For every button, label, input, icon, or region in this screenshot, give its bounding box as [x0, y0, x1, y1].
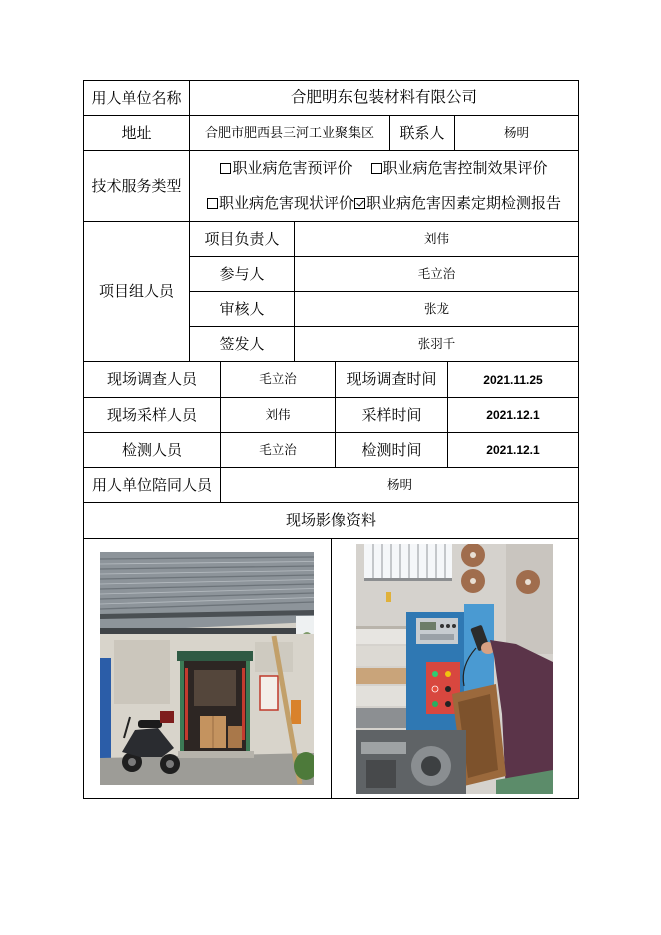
sampling-staff-label: 现场采样人员	[84, 398, 221, 433]
service-option-pre-assessment	[220, 161, 352, 176]
testing-time-value: 2021.12.1	[448, 433, 579, 468]
photos-heading: 现场影像资料	[84, 503, 579, 539]
survey-time-label: 现场调查时间	[336, 362, 448, 398]
contact-value: 杨明	[455, 116, 579, 151]
team-member-name: 毛立治	[295, 257, 579, 292]
team-role: 参与人	[190, 257, 295, 292]
service-option-label: 职业病危害预评价	[232, 159, 353, 177]
photo-cell-right	[332, 539, 579, 799]
site-survey-form-table	[83, 80, 579, 799]
testing-time-label: 检测时间	[336, 433, 448, 468]
team-role: 审核人	[190, 292, 295, 327]
team-member-name: 张龙	[295, 292, 579, 327]
service-option-control-effect	[371, 161, 548, 176]
employer-value: 合肥明东包装材料有限公司	[190, 81, 579, 116]
service-option-periodic-testing	[354, 196, 561, 211]
sampling-time-value: 2021.12.1	[448, 398, 579, 433]
testing-staff-label: 检测人员	[84, 433, 221, 468]
checkbox	[354, 198, 365, 209]
checkbox	[371, 163, 382, 174]
photo-cell-left	[84, 539, 332, 799]
service-option-label: 职业病危害现状评价	[218, 194, 354, 212]
team-member-name: 刘伟	[295, 222, 579, 257]
escort-label: 用人单位陪同人员	[84, 468, 221, 503]
survey-staff-label: 现场调查人员	[84, 362, 221, 398]
service-options-line-1	[220, 151, 547, 186]
address-value: 合肥市肥西县三河工业聚集区	[190, 116, 390, 151]
service-options-line-2	[207, 186, 561, 221]
site-photo-machine-testing	[356, 544, 553, 794]
checkbox	[220, 163, 231, 174]
checkbox	[207, 198, 218, 209]
site-photo-building-entrance	[100, 552, 314, 785]
employer-label: 用人单位名称	[84, 81, 190, 116]
escort-value: 杨明	[221, 468, 579, 503]
sampling-staff-value: 刘伟	[221, 398, 336, 433]
contact-label: 联系人	[390, 116, 455, 151]
sampling-time-label: 采样时间	[336, 398, 448, 433]
service-type-options	[190, 151, 579, 222]
address-label: 地址	[84, 116, 190, 151]
service-type-label: 技术服务类型	[84, 151, 190, 222]
service-option-label: 职业病危害控制效果评价	[382, 159, 548, 177]
team-label: 项目组人员	[84, 222, 190, 362]
testing-staff-value: 毛立治	[221, 433, 336, 468]
team-role: 项目负责人	[190, 222, 295, 257]
service-option-label: 职业病危害因素定期检测报告	[366, 194, 562, 212]
service-option-status-assessment	[207, 196, 354, 211]
survey-time-value: 2021.11.25	[448, 362, 579, 398]
team-member-name: 张羽千	[295, 327, 579, 362]
team-role: 签发人	[190, 327, 295, 362]
survey-staff-value: 毛立治	[221, 362, 336, 398]
